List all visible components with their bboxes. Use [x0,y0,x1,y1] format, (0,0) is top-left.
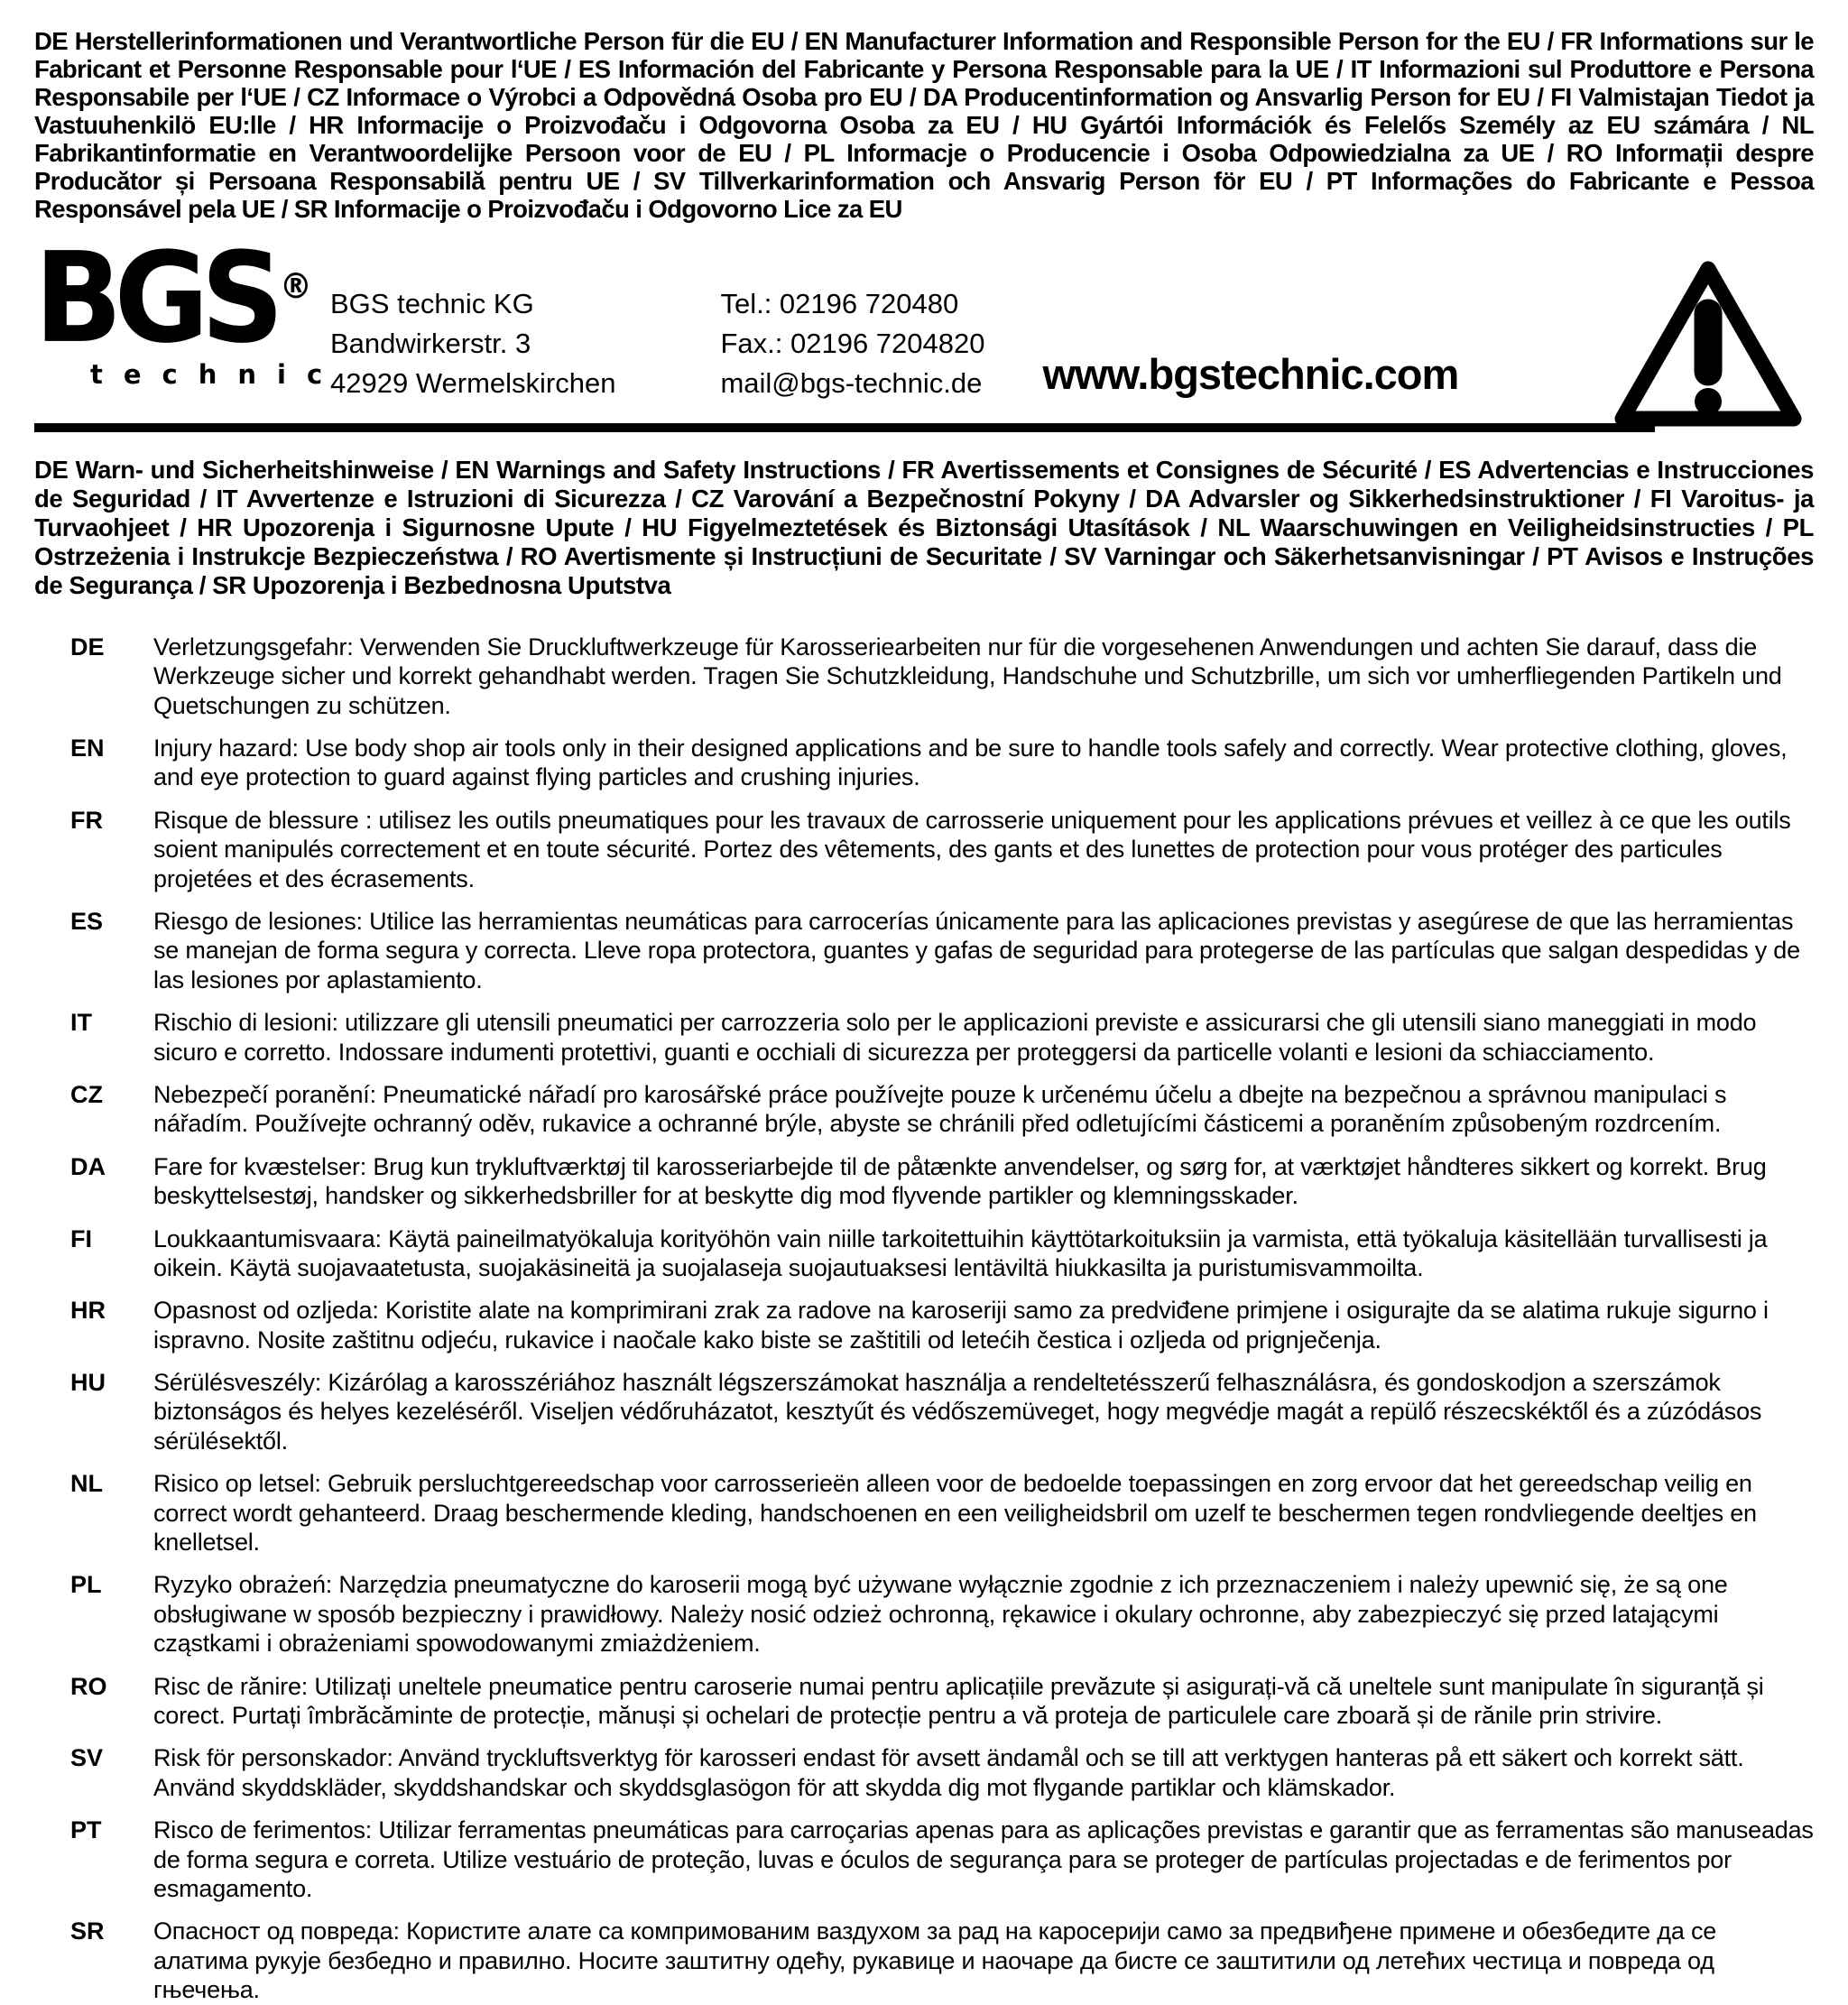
safety-instructions-heading: DE Warn- und Sicherheitshinweise / EN Warnings and Safety Instructions / FR Avertissements et Consignes de Sécurité / ES Advertencias e Instrucciones de Seguridad / IT Avvertenze e Istruzioni di Sicurezza / CZ Varování a Bezpečnostní Pokyny / DA Advarsler og Sikkerhedsinstruktioner / FI Varoitus- ja Turvaohjeet / HR Upozorenja i Sigurnosne Upute / HU Figyelmeztetések és Biztonsági Utasítások / NL Waarschuwingen en Veiligheidsinstructies / PL Ostrzeżenia i Instrukcje Bezpieczeństwa / RO Avertismente și Instrucțiuni de Securitate / SV Varningar och Säkerhetsanvisningar / PT Avisos e Instruções de Segurança / SR Upozorenja i Bezbednosna Uputstva [34,456,1814,599]
language-code: ES [70,908,104,936]
phone-number: Tel.: 02196 720480 [720,288,959,320]
warning-text: Risque de blessure : utilisez les outils pneumatiques pour les travaux de carrosserie uniquement pour les applications prévues et veillez à ce que les outils soient manipulés correctement et en toute sécurité. Portez des vêtements, des gants et des lunettes de protection pour vous protéger des particules projetées et des écrasements. [153,806,1791,892]
language-code: CZ [70,1080,103,1108]
warning-item-da [70,1152,1814,1211]
warning-text: Risc de rănire: Utilizați uneltele pneumatice pentru caroserie numai pentru aplicațiile prevăzute și asigurați-vă că uneltele sunt manipulate în siguranță și corect. Purtați îmbrăcăminte de protecție, mănuși și ochelari de protecție pentru a vă proteja de particulele care zboară și de rănile prin strivire. [153,1672,1764,1729]
language-code: FI [70,1224,92,1252]
language-code: DE [70,633,105,661]
warning-text: Ryzyko obrażeń: Narzędzia pneumatyczne do karoserii mogą być używane wyłącznie zgodnie z ich przeznaczeniem i należy upewnić się, że są one obsługiwane w sposób bezpieczny i prawidłowy. Należy nosić odzież ochronną, rękawice i okulary ochronne, aby zabezpieczyć się przed latającymi cząstkami i obrażeniami spowodowanymi zmiażdżeniem. [153,1571,1728,1658]
bgs-logo-text: BGS [34,226,276,372]
website-url: www.bgstechnic.com [1042,350,1459,399]
company-contact [720,284,984,403]
bgs-logo-technic-text: technic [90,359,344,391]
language-code: FR [70,806,103,834]
warnings-list [34,633,1814,2005]
warning-text: Injury hazard: Use body shop air tools only in their designed applications and be sure to handle tools safely and correctly. Wear protective clothing, gloves, and eye protection to guard against flying particles and crushing injuries. [153,735,1788,791]
warning-text: Sérülésveszély: Kizárólag a karosszériához használt légszerszámokat használja a rendeltetésszerű felhasználásra, és gondoskodjon a szerszámok biztonságos és helyes kezeléséről. Viseljen védőruházatot, kesztyűt és védőszemüveget, hogy megvédje magát a repülő részecskéktől és a zúzódásos sérülésektől. [153,1369,1762,1455]
warning-item-nl [70,1469,1814,1557]
warning-text: Opasnost od ozljeda: Koristite alate na komprimirani zrak za radove na karoseriji samo za predviđene primjene i osigurajte da se alatima rukuje sigurno i ispravno. Nosite zaštitnu odjeću, rukavice i naočale kako biste se zaštitili od letećih čestica i ozljeda od prignječenja. [153,1297,1769,1354]
warning-item-es [70,907,1814,994]
warning-item-en [70,734,1814,792]
language-code: NL [70,1470,103,1498]
bgs-logo-wordmark [34,226,312,372]
warning-item-pl [70,1570,1814,1658]
email-address: mail@bgs-technic.de [720,367,983,400]
company-city: 42929 Wermelskirchen [330,367,616,400]
warning-item-pt [70,1816,1814,1903]
warning-item-it [70,1008,1814,1067]
language-code: RO [70,1672,107,1700]
warning-text: Опасност од повреда: Користите алате са компримованим ваздухом за рад на каросерији само за предвиђене примене и обезбедите да се алатима рукује безбедно и правилно. Носите заштитну одећу, рукавице и наочаре да бисте се заштитили од летећих честица и повреда од гњечења. [153,1917,1717,2004]
warning-item-fi [70,1224,1814,1283]
language-code: IT [70,1009,92,1037]
warning-text: Loukkaantumisvaara: Käytä paineilmatyökaluja korityöhön vain niille tarkoitettuihin käyttötarkoituksiin ja varmista, että työkaluja käsitellään turvallisesti ja oikein. Käytä suojavaatetusta, suojakäsineitä ja suojalaseja suojautuaksesi lentäviltä hiukkasilta ja puristumisvammoilta. [153,1224,1768,1281]
language-code: SV [70,1744,104,1772]
language-code: EN [70,735,105,762]
language-code: PT [70,1816,102,1844]
warning-text: Fare for kvæstelser: Brug kun trykluftværktøj til karosseriarbejde til de påtænkte anvendelser, og sørg for, at værktøjet håndteres sikkert og korrekt. Brug beskyttelsestøj, handsker og sikkerhedsbriller for at beskytte dig mod flyvende partikler og klemningsskader. [153,1152,1767,1210]
warning-item-cz [70,1080,1814,1139]
warning-item-hr [70,1296,1814,1354]
warning-item-fr [70,806,1814,893]
warning-text: Nebezpečí poranění: Pneumatické nářadí pro karosářské práce používejte pouze k určenému účelu a dbejte na bezpečnou a správnou manipulaci s nářadím. Používejte ochranný oděv, rukavice a ochranné brýle, abyste se chránili před odletujícími částicemi a poraněním způsobeným rozdrcením. [153,1080,1727,1138]
warning-text: Risco de ferimentos: Utilizar ferramentas pneumáticas para carroçarias apenas para as aplicações previstas e garantir que as ferramentas são manuseadas de forma segura e correta. Utilize vestuário de proteção, luvas e óculos de segurança para se proteger de partículas projectadas e de ferimentos por esmagamento. [153,1816,1814,1902]
header-divider [34,423,1655,432]
warning-text: Risico op letsel: Gebruik persluchtgereedschap voor carrosserieën alleen voor de bedoelde toepassingen en zorg ervoor dat het gereedschap veilig en correct wordt gehanteerd. Draag beschermende kleding, handschoenen en een veiligheidsbril om uzelf te beschermen tegen rondvliegende deeltjes en knelletsel. [153,1470,1757,1557]
language-code: DA [70,1152,106,1180]
warning-text: Riesgo de lesiones: Utilice las herramientas neumáticas para carrocerías únicamente para las aplicaciones previstas y asegúrese de que las herramientas se manejan de forma segura y correcta. Lleve ropa protectora, guantes y gafas de seguridad para protegerse de las partículas que salgan despedidas y de las lesiones por aplastamiento. [153,908,1800,993]
registered-trademark-symbol: ® [279,267,312,308]
warning-item-de [70,633,1814,720]
warning-text: Risk för personskador: Använd tryckluftsverktyg för karosseri endast för avsett ändamål och se till att verktygen hanteras på ett säkert och korrekt sätt. Använd skyddskläder, skyddshandskar och skyddsglasögon för att skydda dig mot flygande partiklar och klämskador. [153,1744,1744,1801]
language-code: HR [70,1297,106,1325]
warning-item-ro [70,1672,1814,1731]
company-name: BGS technic KG [330,288,534,320]
fax-number: Fax.: 02196 7204820 [720,328,985,360]
manufacturer-info-heading: DE Herstellerinformationen und Verantwortliche Person für die EU / EN Manufacturer Information and Responsible Person for the EU / FR Informations sur le Fabricant et Personne Responsable pour l‘UE / ES Información del Fabricante y Persona Responsable para la UE / IT Informazioni sul Produttore e Persona Responsabile per l‘UE / CZ Informace o Výrobci a Odpovědná Osoba pro EU / DA Producentinformation og Ansvarlig Person for EU / FI Valmistajan Tiedot ja Vastuuhenkilö EU:lle / HR Informacije o Proizvođaču i Odgovorna Osoba za EU / HU Gyártói Információk és Felelős Személy az EU számára / NL Fabrikantinformatie en Verantwoordelijke Persoon voor de EU / PL Informacje o Producencie i Osoba Odpowiedzialna za UE / RO Informații despre Producător și Persoana Responsabilă pentru UE / SV Tillverkarinformation och Ansvarig Person för EU / PT Informações do Fabricante e Pessoa Responsável pela UE / SR Informacije o Proizvođaču i Odgovorno Lice za EU [34,27,1814,224]
warning-text: Rischio di lesioni: utilizzare gli utensili pneumatici per carrozzeria solo per le applicazioni previste e assicurarsi che gli utensili siano maneggiati in modo sicuro e corretto. Indossare indumenti protettivi, guanti e occhiali di sicurezza per proteggersi da particelle volanti e lesioni da schiacciamento. [153,1009,1757,1066]
warning-item-hu [70,1368,1814,1455]
warning-triangle-icon [1610,257,1806,430]
warning-item-sv [70,1743,1814,1802]
company-header-band [34,226,1814,418]
bgs-logo [34,226,344,391]
warning-text: Verletzungsgefahr: Verwenden Sie Druckluftwerkzeuge für Karosseriearbeiten nur für die vorgesehenen Anwendungen und achten Sie darauf, dass die Werkzeuge sicher und korrekt gehandhabt werden. Tragen Sie Schutzkleidung, Handschuhe und Schutzbrille, um sich vor umherfliegenden Partikeln und Quetschungen zu schützen. [153,633,1782,719]
warning-item-sr [70,1917,1814,2004]
company-address [330,284,615,403]
language-code: HU [70,1369,106,1397]
language-code: PL [70,1571,102,1599]
company-street: Bandwirkerstr. 3 [330,328,531,360]
language-code: SR [70,1917,105,1945]
